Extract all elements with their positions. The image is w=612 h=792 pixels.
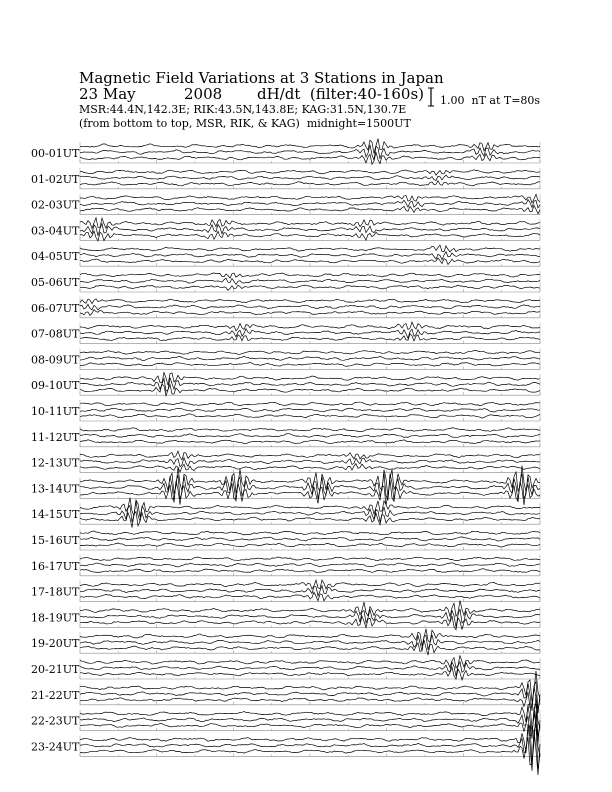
station-trace xyxy=(80,329,540,339)
station-trace xyxy=(80,322,540,331)
station-trace xyxy=(80,498,540,517)
hour-row xyxy=(31,529,540,550)
hour-row xyxy=(31,218,540,241)
station-trace xyxy=(80,671,540,702)
hour-label: 11-12UT xyxy=(31,430,80,444)
station-trace xyxy=(80,351,540,355)
hour-label: 02-03UT xyxy=(31,198,80,212)
station-trace xyxy=(80,304,540,310)
station-trace xyxy=(80,557,540,561)
hour-label: 21-22UT xyxy=(31,688,80,702)
hour-label: 05-06UT xyxy=(31,276,80,289)
hour-label: 08-09UT xyxy=(31,353,80,367)
hour-label: 19-20UT xyxy=(31,637,80,651)
hour-row xyxy=(31,695,540,744)
hour-row xyxy=(31,711,540,775)
hour-row xyxy=(31,466,540,506)
station-trace xyxy=(80,363,540,367)
hour-row xyxy=(31,168,540,189)
station-trace xyxy=(80,616,540,630)
station-trace xyxy=(80,500,540,522)
hour-row xyxy=(31,271,540,292)
station-trace xyxy=(80,682,540,711)
hour-label: 16-17UT xyxy=(31,559,80,573)
hour-label: 14-15UT xyxy=(31,508,80,522)
station-trace xyxy=(80,175,540,181)
date-label: 23 May xyxy=(79,85,136,103)
station-trace xyxy=(80,310,540,316)
hour-row xyxy=(31,629,540,655)
station-trace xyxy=(80,278,540,284)
station-trace xyxy=(80,194,540,203)
scale-bar-label: 1.00 nT at T=80s xyxy=(440,94,541,107)
station-trace xyxy=(80,273,540,278)
hour-row xyxy=(31,498,540,528)
hour-rows xyxy=(31,139,540,775)
station-trace xyxy=(80,170,540,176)
station-trace xyxy=(80,730,540,774)
hour-row xyxy=(31,451,540,473)
hour-label: 10-11UT xyxy=(31,405,80,418)
station-trace xyxy=(80,356,540,360)
station-trace xyxy=(80,414,540,418)
station-trace xyxy=(80,451,540,460)
station-trace xyxy=(80,695,540,730)
station-trace xyxy=(80,586,540,597)
hour-row xyxy=(31,655,540,680)
station-trace xyxy=(80,569,540,573)
hour-label: 07-08UT xyxy=(31,327,80,341)
hour-row xyxy=(31,601,540,630)
hour-label: 15-16UT xyxy=(31,534,80,547)
station-order-label: (from bottom to top, MSR, RIK, & KAG) midnight=1500UT xyxy=(79,117,411,130)
station-trace xyxy=(80,373,540,386)
station-trace xyxy=(80,402,540,406)
hour-row xyxy=(31,245,540,266)
station-trace xyxy=(80,512,540,528)
hour-row xyxy=(31,194,540,215)
station-trace xyxy=(80,563,540,567)
hour-row xyxy=(31,297,540,318)
station-trace xyxy=(80,378,540,391)
station-trace xyxy=(80,408,540,412)
chart-title: Magnetic Field Variations at 3 Stations in Japan xyxy=(79,69,444,87)
hour-row xyxy=(31,139,540,165)
hour-row xyxy=(31,426,540,447)
station-trace xyxy=(80,218,540,229)
scale-bar xyxy=(428,88,434,106)
hour-label: 01-02UT xyxy=(31,172,80,186)
stations-label: MSR:44.4N,142.3E; RIK:43.5N,143.8E; KAG:31.5N,130.7E xyxy=(79,103,407,116)
station-trace xyxy=(80,543,540,547)
hour-label: 23-24UT xyxy=(31,740,80,754)
hour-label: 06-07UT xyxy=(31,301,80,315)
hour-row xyxy=(31,400,540,421)
hour-label: 09-10UT xyxy=(31,379,80,393)
hour-label: 20-21UT xyxy=(31,663,80,676)
station-trace xyxy=(80,440,540,444)
station-trace xyxy=(80,434,540,438)
hour-row xyxy=(31,373,540,396)
station-trace xyxy=(80,252,540,260)
year-label: 2008 xyxy=(184,85,223,103)
hour-label: 17-18UT xyxy=(31,585,80,599)
station-trace xyxy=(80,334,540,341)
hour-label: 18-19UT xyxy=(31,611,80,625)
hour-row xyxy=(31,348,540,369)
station-trace xyxy=(80,200,540,208)
hour-row xyxy=(31,322,540,344)
station-trace xyxy=(80,181,540,186)
hour-label: 04-05UT xyxy=(31,250,80,264)
station-trace xyxy=(80,480,540,505)
station-trace xyxy=(80,299,540,304)
station-trace xyxy=(80,686,540,713)
station-trace xyxy=(80,428,540,432)
station-trace xyxy=(80,531,540,535)
station-trace xyxy=(80,655,540,668)
station-trace xyxy=(80,458,540,467)
station-trace xyxy=(80,245,540,252)
station-trace xyxy=(80,224,540,236)
station-trace xyxy=(80,704,540,739)
hour-label: 00-01UT xyxy=(31,147,80,160)
hour-label: 03-04UT xyxy=(31,224,80,238)
station-trace xyxy=(80,580,540,589)
station-trace xyxy=(80,537,540,541)
hour-row xyxy=(31,671,540,713)
station-trace xyxy=(80,724,540,771)
hour-row xyxy=(31,580,540,602)
hour-label: 13-14UT xyxy=(31,482,80,496)
hour-label: 12-13UT xyxy=(31,456,80,470)
hour-row xyxy=(31,555,540,576)
hour-label: 22-23UT xyxy=(31,714,80,728)
filter-label: dH/dt (filter:40-160s) xyxy=(257,85,425,103)
station-trace xyxy=(80,601,540,617)
